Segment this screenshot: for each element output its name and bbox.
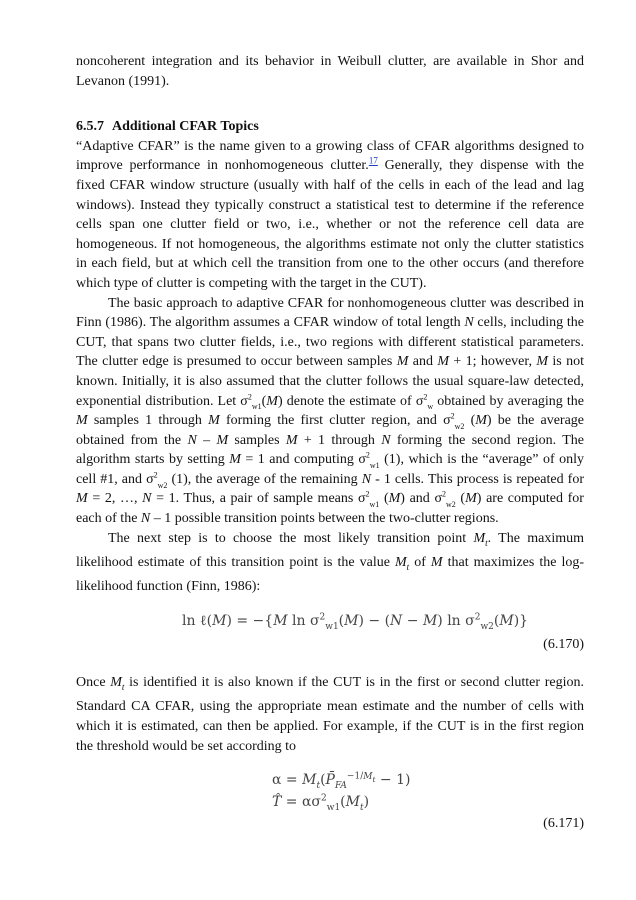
- section-title: Additional CFAR Topics: [112, 119, 259, 135]
- equation-6-171-alpha: $\alpha = M_t(P̄_{FA}^{-1/M_t} - 1)$: [272, 771, 411, 791]
- section-number: 6.5.7: [76, 119, 104, 135]
- equation-6-171-threshold: T̂ = $\alpha\sigma^2_{w1}(M_t)$: [272, 793, 370, 813]
- paragraph-once-mt: Once $M_t$ is identified it is also known if the CUT is in the first or second clutter region. Standard CA CFAR, using the appropriate mean estimate and the number of cells with which it is estimated, can then be applied. For example, if the CUT is in the first region the threshold would be set according to: [76, 675, 584, 754]
- paragraph-next-step: The next step is to choose the most likely transition point $M_t$. The maximum likelihood estimate of this transition point is the value $M_t$ of M that maximizes the log-likelihood function (Finn, 1986):: [76, 530, 585, 595]
- page-content: [76, 52, 584, 834]
- intro-paragraph: noncoherent integration and its behavior in Weibull clutter, are available in Shor and Levanon (1991).: [76, 54, 584, 89]
- equation-6-170-expression: ln ℓ(M) = −{M $\ln \sigma^2_{w1}(M) - (N - M)$ $\ln \sigma^2_{w2}(M)$}: [182, 612, 529, 632]
- equation-number: (6.170): [543, 637, 584, 653]
- equation-number: (6.171): [543, 816, 584, 832]
- equation-6-170: [76, 613, 584, 655]
- reference-link-17[interactable]: 17: [368, 155, 378, 166]
- section-heading: [76, 117, 584, 137]
- paragraph-adaptive-cfar: “Adaptive CFAR” is the name given to a growing class of CFAR algorithms designed to improve performance in nonhomogeneous clutter.$^{17}$ Generally, they dispense with the fixed CFAR window structure (usually with half of the cells in each of the lead and lag windows). Instead they typically construct a statistical test to determine if the reference cells span one clutter field or two, i.e., whether or not the reference cell data are homogeneous. If not homogeneous, the algorithms estimate not only the clutter statistics in each field, but at which cell the transition from one to the other occurs (and therefore which type of clutter is competing with the target in the CUT).: [76, 138, 584, 291]
- paragraph-basic-approach: The basic approach to adaptive CFAR for nonhomogeneous clutter was described in Finn (1986). The algorithm assumes a CFAR window of total length N cells, including the CUT, that spans two clutter fields, i.e., two regions with different statistical parameters. The clutter edge is presumed to occur between samples M and M + 1; however, M is not known. Initially, it is also assumed that the clutter follows the usual square-law detected, exponential distribution. Let $\sigma^2_{w1}(M)$ denote the estimate of $\sigma^2_w$ obtained by averaging the M samples 1 through M forming the first clutter region, and $\sigma^2_{w2}$ (M) be the average obtained from the N – M samples M + 1 through N forming the second region. The algorithm starts by setting M = 1 and computing $\sigma^2_{w1}$ (1), which is the “average” of only cell #1, and $\sigma^2_{w2}$ (1), the average of the remaining N - 1 cells. This process is repeated for M = 2, …, N = 1. Thus, a pair of sample means $\sigma^2_{w1}$ (M) and $\sigma^2_{w2}$ (M) are computed for each of the N – 1 possible transition points between the two-clutter regions.: [76, 295, 584, 527]
- sigma-w-symbol: $\sigma^2_w$: [415, 391, 434, 412]
- sigma-w1-symbol: $\sigma^2_{w1}$: [240, 391, 262, 412]
- equation-6-171: [76, 772, 584, 834]
